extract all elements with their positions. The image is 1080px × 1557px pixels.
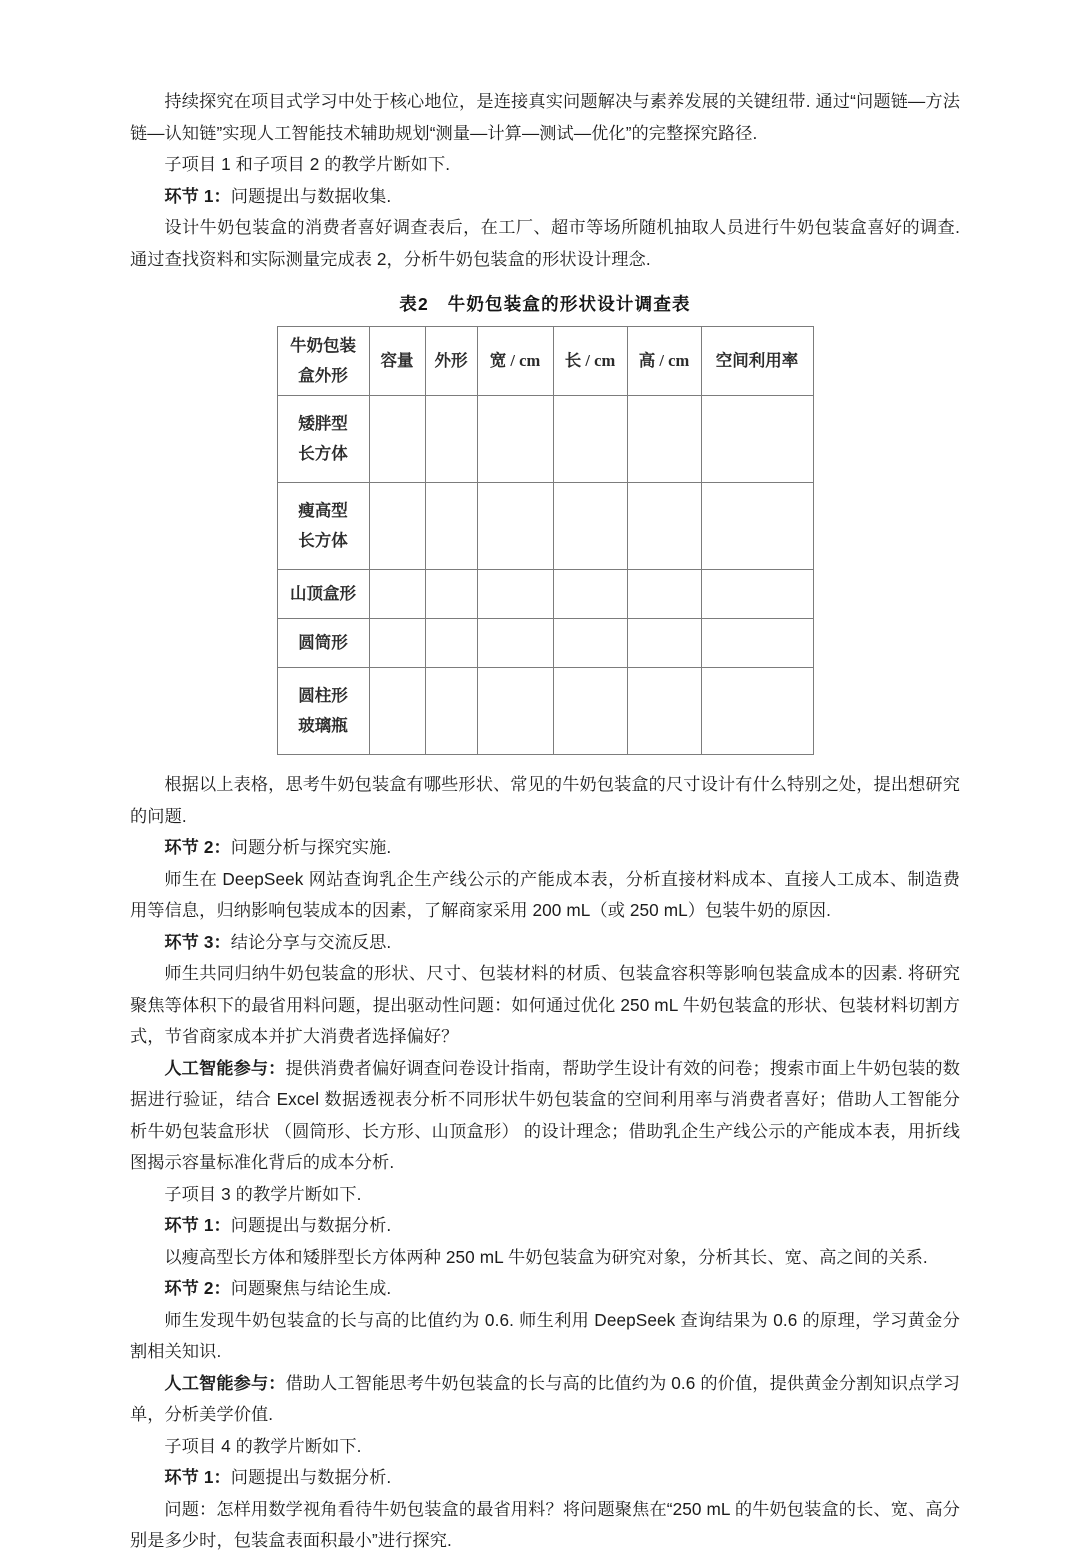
table-cell <box>369 396 425 483</box>
step-text-2a: 问题分析与探究实施. <box>230 837 392 857</box>
step-text-3a: 结论分享与交流反思. <box>230 931 392 952</box>
step-text-1c: 问题提出与数据分析. <box>230 1467 392 1487</box>
table-cell <box>627 570 701 619</box>
table-cell <box>553 570 627 619</box>
row-label-line: 圆柱形 <box>298 686 348 705</box>
paragraph-step2-a <box>130 832 960 864</box>
paragraph-golden-ratio: 师生发现牛奶包装盒的长与高的比值约为 0.6. 师生利用 DeepSeek 查询结果为 0.6 的原理，学习黄金分割相关知识. <box>130 1309 960 1361</box>
step-text-1b: 问题提出与数据分析. <box>230 1215 392 1235</box>
step-label-2a: 环节 2： <box>164 837 231 857</box>
table-row <box>277 483 813 570</box>
table-header-row <box>277 327 813 396</box>
table-cell <box>477 396 553 483</box>
row-label-line: 圆筒形 <box>298 633 348 652</box>
table-cell <box>477 668 553 755</box>
step-label-1b: 环节 1： <box>164 1215 231 1235</box>
table-cell <box>627 668 701 755</box>
table-header-cell: 高 / cm <box>627 327 701 396</box>
table-cell <box>627 619 701 668</box>
paragraph-step1-a <box>130 181 960 213</box>
table-cell <box>477 483 553 570</box>
table-cell <box>425 619 477 668</box>
table-row <box>277 619 813 668</box>
table-cell <box>425 570 477 619</box>
table-block <box>130 291 960 755</box>
table-cell <box>369 483 425 570</box>
paragraph-conclusion-share: 师生共同归纳牛奶包装盒的形状、尺寸、包装材料的材质、包装盒容积等影响包装盒成本的因素. 将研究聚焦等体积下的最省用料问题，提出驱动性问题：如何通过优化 250 mL 牛奶包装盒的形状、包装材料切割方式，节省商家成本并扩大消费者选择偏好？ <box>130 963 960 1046</box>
milk-carton-shape-survey-table <box>277 326 814 755</box>
row-label-line: 山顶盒形 <box>290 584 356 603</box>
paragraph-question-final: 问题：怎样用数学视角看待牛奶包装盒的最省用料？将问题聚焦在“250 mL 的牛奶包装盒的长、宽、高分别是多少时，包装盒表面积最小”进行探究. <box>130 1498 960 1550</box>
table-cell <box>425 668 477 755</box>
paragraph-after-table: 根据以上表格，思考牛奶包装盒有哪些形状、常见的牛奶包装盒的尺寸设计有什么特别之处，提出想研究的问题. <box>130 774 960 826</box>
paragraph-step2-b <box>130 1273 960 1305</box>
table-cell <box>701 483 813 570</box>
paragraph-intro: 持续探究在项目式学习中处于核心地位，是连接真实问题解决与素养发展的关键纽带. 通过“问题链—方法链—认知链”实现人工智能技术辅助规划“测量—计算—测试—优化”的完整探究路径. <box>130 91 960 143</box>
paragraph-subproject-4: 子项目 4 的教学片断如下. <box>164 1435 362 1456</box>
ai-text-1: 提供消费者偏好调查问卷设计指南，帮助学生设计有效的问卷；搜索市面上牛奶包装的数据进行验证，结合 Excel 数据透视表分析不同形状牛奶包装盒的空间利用率与消费者喜好；借助人工智能分析牛奶包装盒形状 （圆筒形、长方形、山顶盒形） 的设计理念；借助乳企生产线公示的产能成本表，用折线图揭示容量标准化背后的成本分析. <box>130 1057 961 1172</box>
table-header-cell: 长 / cm <box>553 327 627 396</box>
step-label-1a: 环节 1： <box>164 185 231 206</box>
ai-label-2: 人工智能参与： <box>164 1372 286 1393</box>
page-content <box>130 86 960 1557</box>
table-cell <box>627 483 701 570</box>
table-cell <box>477 570 553 619</box>
table-row-label <box>277 668 369 755</box>
table-cell <box>553 483 627 570</box>
table-row-label <box>277 483 369 570</box>
table-cell <box>369 570 425 619</box>
step-text-2b: 问题聚焦与结论生成. <box>230 1278 392 1298</box>
paragraph-survey-description: 设计牛奶包装盒的消费者喜好调查表后，在工厂、超市等场所随机抽取人员进行牛奶包装盒喜好的调查. 通过查找资料和实际测量完成表 2，分析牛奶包装盒的形状设计理念. <box>130 217 960 269</box>
header-line: 牛奶包装 <box>290 336 356 355</box>
ai-label-1: 人工智能参与： <box>164 1057 286 1078</box>
table-header-cell <box>277 327 369 396</box>
paragraph-ai-participation-1 <box>130 1053 960 1179</box>
table-cell <box>553 396 627 483</box>
row-label-line: 长方体 <box>298 531 348 550</box>
table-cell <box>477 619 553 668</box>
step-label-2b: 环节 2： <box>164 1278 231 1298</box>
row-label-line: 长方体 <box>298 444 348 463</box>
table-cell <box>701 396 813 483</box>
table-header-cell: 空间利用率 <box>701 327 813 396</box>
step-label-1c: 环节 1： <box>164 1467 231 1487</box>
table-row <box>277 668 813 755</box>
table-row <box>277 570 813 619</box>
paragraph-step1-c <box>130 1462 960 1494</box>
paragraph-step3-a <box>130 927 960 959</box>
header-line: 盒外形 <box>298 366 348 385</box>
table-cell <box>369 668 425 755</box>
table-row-label <box>277 396 369 483</box>
table-cell <box>553 619 627 668</box>
ai-text-2: 借助人工智能思考牛奶包装盒的长与高的比值约为 0.6 的价值，提供黄金分割知识点学习单，分析美学价值. <box>130 1372 960 1424</box>
table-header-cell: 容量 <box>369 327 425 396</box>
table-row-label <box>277 619 369 668</box>
paragraph-deepseek-cost: 师生在 DeepSeek 网站查询乳企生产线公示的产能成本表，分析直接材料成本、直接人工成本、制造费用等信息，归纳影响包装成本的因素，了解商家采用 200 mL（或 250 mL）包装牛奶的原因. <box>130 868 960 920</box>
table-cell <box>425 483 477 570</box>
step-label-3a: 环节 3： <box>164 931 231 952</box>
row-label-line: 玻璃瓶 <box>298 716 348 735</box>
paragraph-ai-participation-2 <box>130 1368 960 1431</box>
table-header-cell: 宽 / cm <box>477 327 553 396</box>
paragraph-subproject-12: 子项目 1 和子项目 2 的教学片断如下. <box>164 154 451 174</box>
table-header-cell: 外形 <box>425 327 477 396</box>
table-cell <box>425 396 477 483</box>
table-cell <box>701 668 813 755</box>
table-cell <box>369 619 425 668</box>
table-row <box>277 396 813 483</box>
row-label-line: 矮胖型 <box>298 414 348 433</box>
table-row-label <box>277 570 369 619</box>
table-cell <box>701 570 813 619</box>
paragraph-subproject-3: 子项目 3 的教学片断如下. <box>164 1183 362 1204</box>
step-text-1a: 问题提出与数据收集. <box>230 185 392 206</box>
paragraph-study-object: 以瘦高型长方体和矮胖型长方体两种 250 mL 牛奶包装盒为研究对象，分析其长、宽、高之间的关系. <box>164 1246 928 1267</box>
paragraph-step1-b <box>130 1210 960 1242</box>
row-label-line: 瘦高型 <box>298 501 348 520</box>
table-caption: 表2 牛奶包装盒的形状设计调查表 <box>399 294 691 314</box>
table-cell <box>553 668 627 755</box>
table-cell <box>701 619 813 668</box>
table-cell <box>627 396 701 483</box>
